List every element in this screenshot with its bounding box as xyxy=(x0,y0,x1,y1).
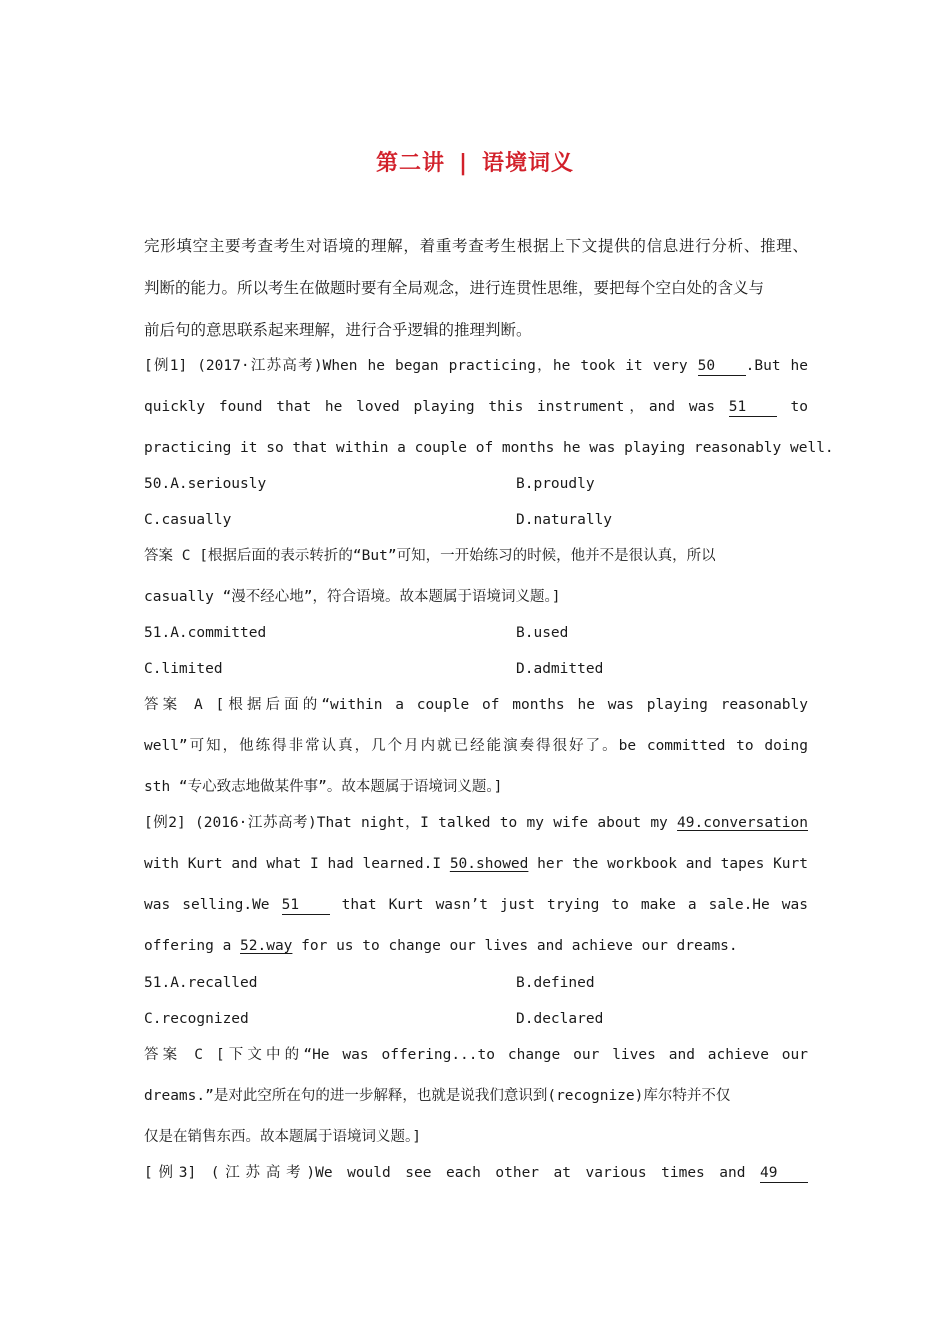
option-50-c: C.casually xyxy=(144,512,232,528)
intro-line-2: 判断的能力。所以考生在做题时要有全局观念，进行连贯性思维，要把每个空白处的含义与 xyxy=(144,279,765,297)
title-separator: | xyxy=(458,151,469,176)
answered-49: 49.conversation xyxy=(677,815,808,831)
answer-2-51-line-1: 答案 C [下文中的“He was offering...to change our lives and achieve our xyxy=(144,1047,808,1063)
answer-2-51-line-2: dreams.”是对此空所在句的进一步解释，也就是说我们意识到(recognize)库尔特并不仅 xyxy=(144,1088,731,1104)
example2-text: offering a xyxy=(144,938,241,954)
example1-text: .But he xyxy=(745,358,809,374)
example2-text: for us to change our lives and achieve our dreams. xyxy=(292,938,738,954)
answer-51-line-2: well”可知，他练得非常认真，几个月内就已经能演奏得很好了。be committed to doing xyxy=(144,738,808,754)
option-2-51-a: 51.A.recalled xyxy=(144,975,258,991)
example1-text: [例1] (2017·江苏高考)When he began practicing，he took it very xyxy=(144,358,698,374)
blank-49: 49 xyxy=(760,1165,808,1183)
example2-line-2 xyxy=(144,854,808,874)
example2-line-1 xyxy=(144,813,808,833)
question-50-options xyxy=(144,474,808,494)
answer-51-line-1: 答案 A [根据后面的“within a couple of months he was playing reasonably xyxy=(144,697,808,713)
example2-text: was selling.We xyxy=(144,897,282,913)
example1-line-1 xyxy=(144,356,808,376)
option-50-a: 50.A.seriously xyxy=(144,476,267,492)
example1-line-3: practicing it so that within a couple of months he was playing reasonably well. xyxy=(144,440,834,456)
example3-line-1 xyxy=(144,1163,808,1183)
answer-50-line-1: 答案 C [根据后面的表示转折的“But”可知，一开始练习的时候，他并不是很认真，所以 xyxy=(144,548,716,564)
answered-50: 50.showed xyxy=(449,856,529,872)
question-50-options-2 xyxy=(144,510,808,530)
example3-text: [例3] (江苏高考)We would see each other at various times and xyxy=(144,1165,760,1181)
example1-text: to xyxy=(776,399,808,415)
option-2-51-c: C.recognized xyxy=(144,1011,249,1027)
question-51-options-2 xyxy=(144,659,808,679)
example2-text: her the workbook and tapes Kurt xyxy=(528,856,808,872)
option-51-a: 51.A.committed xyxy=(144,625,267,641)
option-50-d: D.naturally xyxy=(516,512,613,528)
answer-51-line-3: sth “专心致志地做某件事”。故本题属于语境词义题。] xyxy=(144,779,503,795)
blank-51: 51 xyxy=(282,897,330,915)
answered-52: 52.way xyxy=(240,938,293,954)
example2-line-4 xyxy=(144,936,808,956)
blank-51: 51 xyxy=(729,399,777,417)
example2-line-3 xyxy=(144,895,808,915)
option-2-51-b: B.defined xyxy=(516,975,595,991)
option-51-c: C.limited xyxy=(144,661,223,677)
title-lecture: 第二讲 xyxy=(375,151,445,176)
option-50-b: B.proudly xyxy=(516,476,595,492)
answer-50-line-2: casually “漫不经心地”，符合语境。故本题属于语境词义题。] xyxy=(144,589,561,605)
example2-text: that Kurt wasn’t just trying to make a sale.He was xyxy=(329,897,809,913)
example2-text: [例2] (2016·江苏高考)That night，I talked to my wife about my xyxy=(144,815,678,831)
option-2-51-d: D.declared xyxy=(516,1011,604,1027)
example1-text: quickly found that he loved playing this instrument，and was xyxy=(144,399,729,415)
title-topic: 语境词义 xyxy=(482,151,575,176)
intro-line-3: 前后句的意思联系起来理解，进行合乎逻辑的推理判断。 xyxy=(144,321,532,339)
blank-50: 50 xyxy=(698,358,746,376)
example1-line-2 xyxy=(144,397,808,417)
example2-text: with Kurt and what I had learned.I xyxy=(144,856,450,872)
option-51-b: B.used xyxy=(516,625,569,641)
option-51-d: D.admitted xyxy=(516,661,604,677)
question-2-51-options-2 xyxy=(144,1009,808,1029)
answer-2-51-line-3: 仅是在销售东西。故本题属于语境词义题。] xyxy=(144,1129,421,1145)
page-title xyxy=(0,146,950,177)
question-51-options xyxy=(144,623,808,643)
question-2-51-options xyxy=(144,973,808,993)
intro-line-1: 完形填空主要考查考生对语境的理解，着重考查考生根据上下文提供的信息进行分析、推理、 xyxy=(144,237,808,255)
